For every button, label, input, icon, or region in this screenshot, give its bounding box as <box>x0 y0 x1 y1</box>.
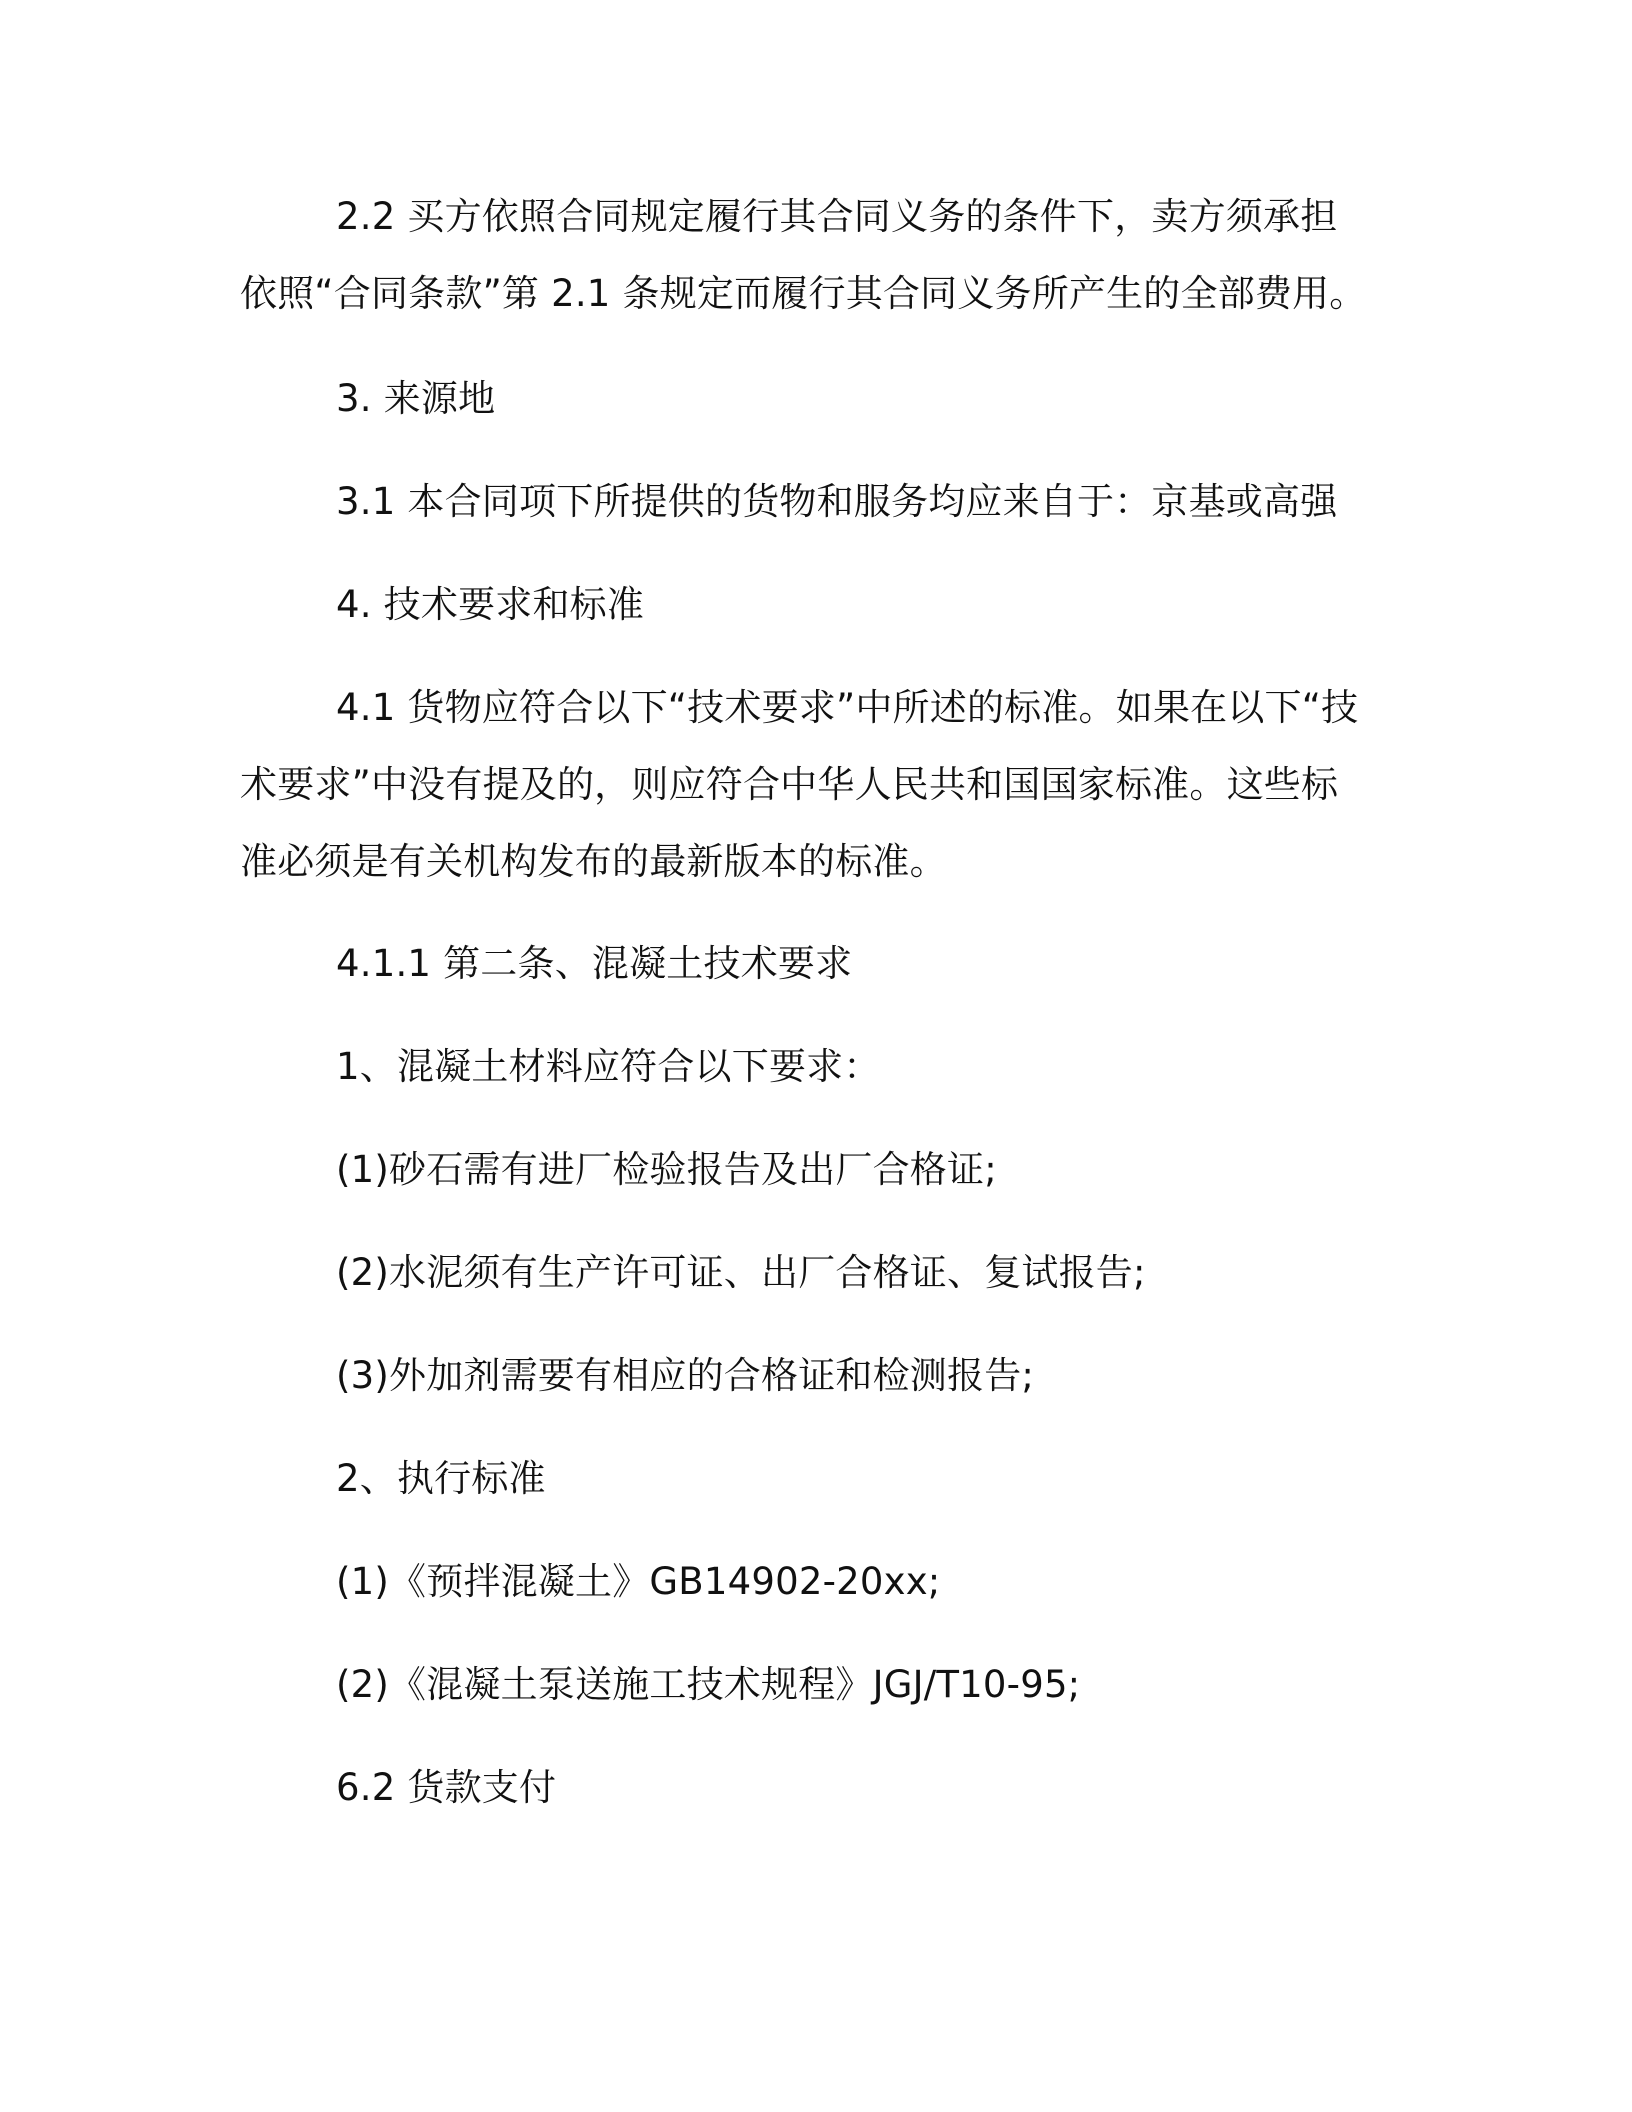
list-item-cement: (2)水泥须有生产许可证、出厂合格证、复试报告; <box>336 1251 1146 1294</box>
heading-4-technical: 4. 技术要求和标准 <box>336 583 645 626</box>
heading-standards: 2、执行标准 <box>336 1457 546 1500</box>
standard-item-2: (2)《混凝土泵送施工技术规程》JGJ/T10-95; <box>336 1663 1081 1706</box>
list-item-admixture: (3)外加剂需要有相应的合格证和检测报告; <box>336 1354 1035 1397</box>
paragraph-2-2: 2.2 买方依照合同规定履行其合同义务的条件下，卖方须承担依照“合同条款”第 2.1 条规定而履行其合同义务所产生的全部费用。 <box>240 195 1367 315</box>
heading-4-1-1: 4.1.1 第二条、混凝土技术要求 <box>336 942 853 985</box>
paragraph-4-1: 4.1 货物应符合以下“技术要求”中所述的标准。如果在以下“技术要求”中没有提及的，则应符合中华人民共和国国家标准。这些标准必须是有关机构发布的最新版本的标准。 <box>240 686 1359 883</box>
list-item-sand-stone: (1)砂石需有进厂检验报告及出厂合格证; <box>336 1148 997 1191</box>
heading-6-2-payment: 6.2 货款支付 <box>336 1766 557 1809</box>
list-item-materials: 1、混凝土材料应符合以下要求： <box>336 1045 881 1088</box>
standard-item-1: (1)《预拌混凝土》GB14902-20xx; <box>336 1560 941 1603</box>
paragraph-3-1: 3.1 本合同项下所提供的货物和服务均应来自于：京基或高强 <box>336 480 1338 523</box>
heading-3-origin: 3. 来源地 <box>336 377 496 420</box>
